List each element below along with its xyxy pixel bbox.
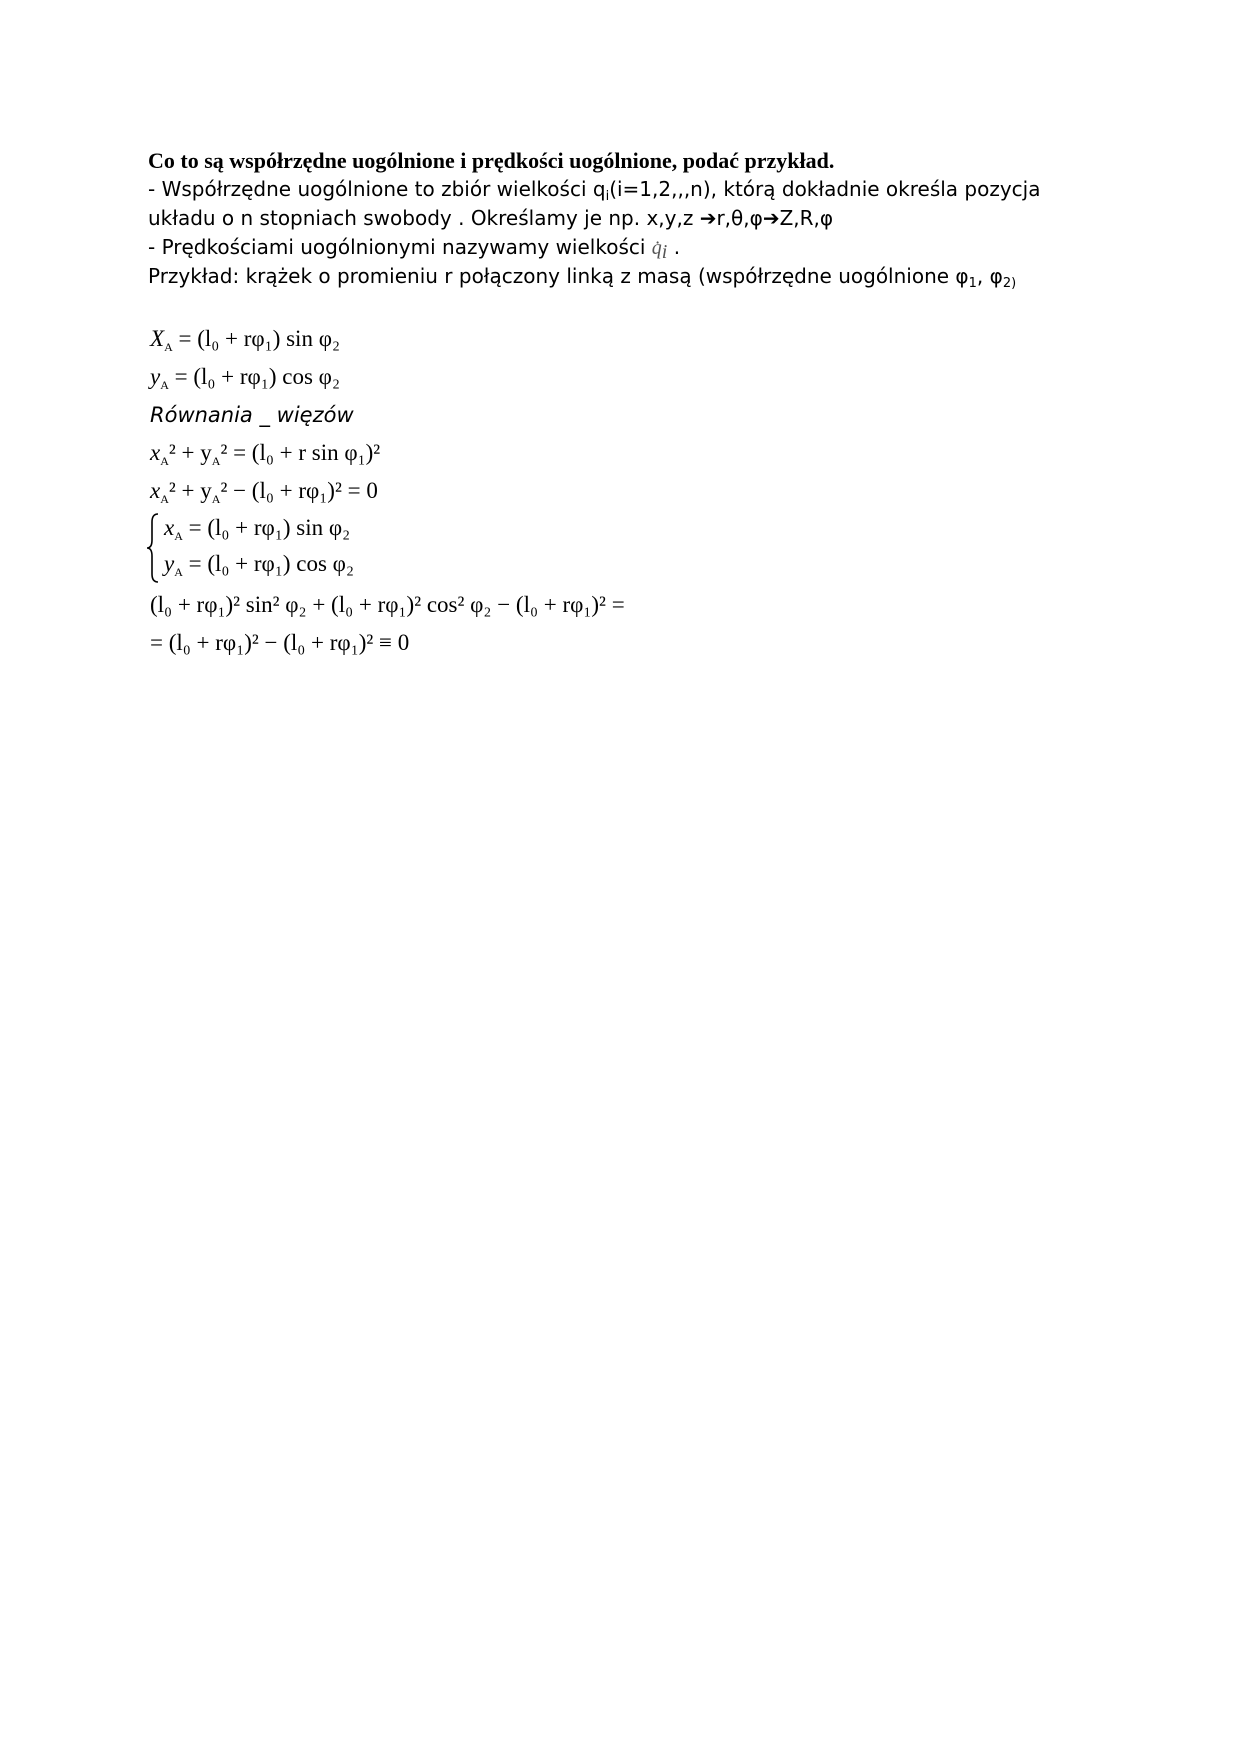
definition-line-1 [148,175,1108,204]
definition-line-2 [148,204,1108,233]
subscript: A [160,378,169,392]
eq-symbol: y [150,364,161,389]
arrow-right-icon: ➔ [699,206,717,230]
left-brace-icon [146,512,160,584]
subscript: A [211,454,221,468]
equation-constraint-2 [150,472,1050,510]
equation-xa [150,320,1050,358]
eq-rhs: = (l₀ + rφ₁) cos φ₂ [182,551,354,576]
equation-system [150,510,1050,586]
eq-symbol: x [164,515,175,540]
eq-rhs: = (l₀ + rφ₁) sin φ₂ [172,326,340,351]
equation-result: = (l₀ + rφ₁)² − (l₀ + rφ₁)² ≡ 0 [150,630,410,655]
eq-rhs: ² − (l₀ + rφ₁)² = 0 [220,478,378,503]
q-dot-symbol: q̇ [651,237,662,259]
equation-constraint-1 [150,434,1050,472]
example-text: Przykład: krążek o promieniu r połączony linką z masą (współrzędne uogólnione φ [148,264,969,288]
subscript: A [164,340,173,354]
eq-symbol: x [150,478,161,503]
subscript: A [174,565,183,579]
eq-rhs: = (l₀ + rφ₁) sin φ₂ [182,515,351,540]
subscript: A [211,492,221,506]
arrow-right-icon: ➔ [762,206,780,230]
equation-expansion: (l₀ + rφ₁)² sin² φ₂ + (l₀ + rφ₁)² cos² φ₂ − (l₀ + rφ₁)² = [150,592,625,617]
constraint-heading: Równania _ więzów [150,403,354,427]
example-text: , φ [976,264,1003,288]
subscript: 2) [1002,276,1017,291]
definition-text: układu o n stopniach swobody . Określamy je np. x,y,z [148,206,700,230]
subscript: A [160,492,169,506]
eq-rhs: ² + y [168,440,212,465]
subscript: 1 [968,276,977,291]
formula-block [150,320,1050,662]
system-equation-x [164,510,1050,546]
definition-text: r,θ,φ [716,206,763,230]
eq-symbol: y [164,551,175,576]
example-line [148,262,1108,291]
definition-text: . [667,235,681,259]
text-block [148,146,1108,291]
definition-text: (i=1,2,,,n), którą dokładnie określa pozycja [609,177,1041,201]
definition-text: - Współrzędne uogólnione to zbiór wielkości q [148,177,606,201]
subscript: A [174,529,183,543]
eq-rhs: ² = (l₀ + r sin φ₁)² [220,440,381,465]
eq-symbol: x [150,440,161,465]
subscript: A [160,454,169,468]
system-equation-y [164,546,1050,582]
subscript: i [661,241,668,263]
equation-ya [150,358,1050,396]
eq-symbol: X [150,326,165,351]
question-title: Co to są współrzędne uogólnione i prędkości uogólnione, podać przykład. [148,148,835,173]
eq-rhs: ² + y [168,478,212,503]
eq-rhs: = (l₀ + rφ₁) cos φ₂ [168,364,340,389]
definition-line-3 [148,233,1108,262]
definition-text: - Prędkościami uogólnionymi nazywamy wielkości [148,235,652,259]
subscript: i [605,189,610,204]
definition-text: Z,R,φ [779,206,834,230]
